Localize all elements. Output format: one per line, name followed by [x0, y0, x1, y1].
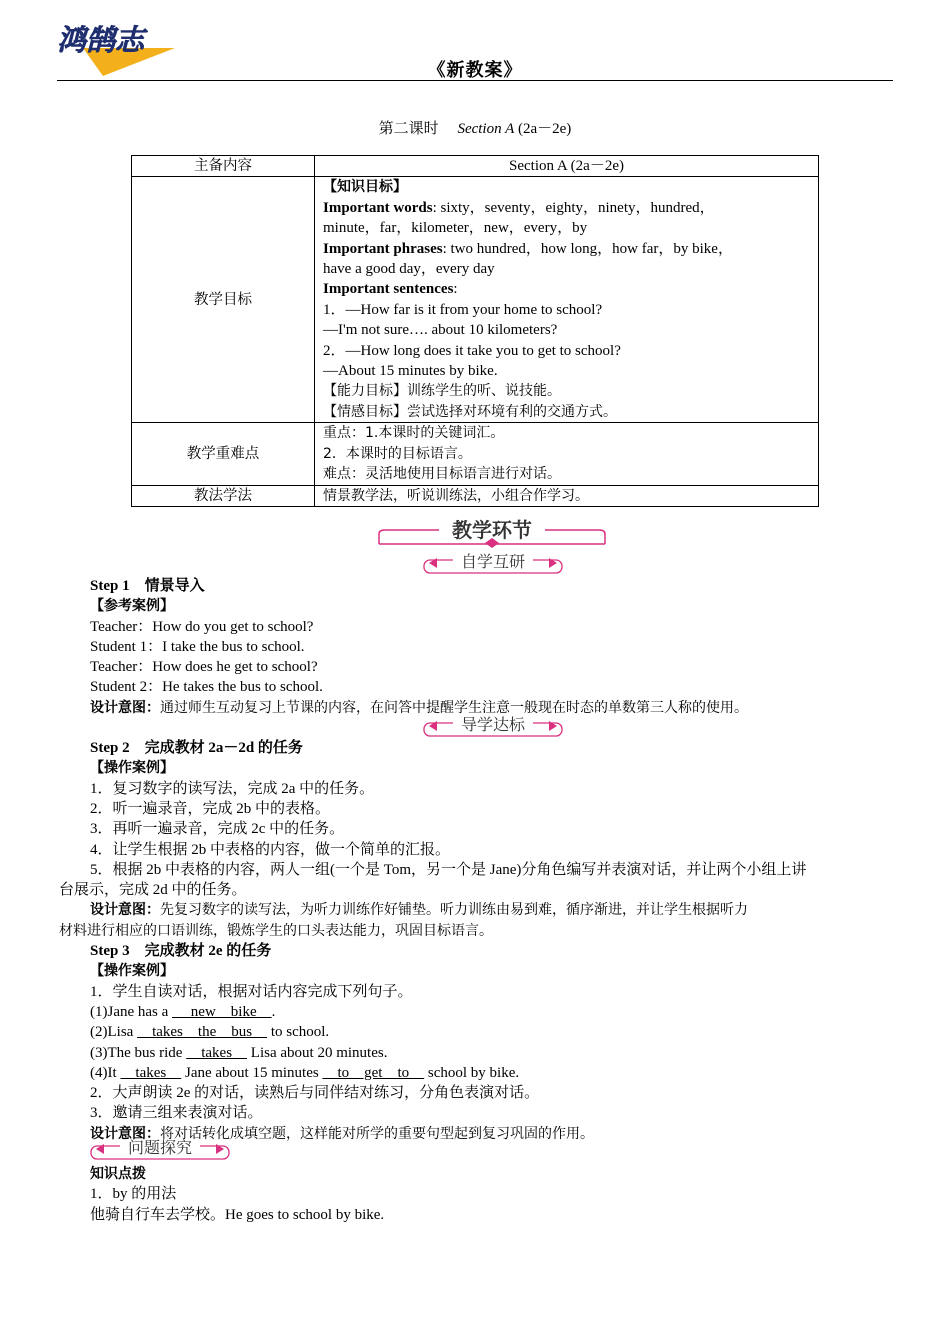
- blank-answer: takes the bus: [137, 1024, 268, 1041]
- table-row: [132, 423, 819, 485]
- dialogue-line: Student 2：He takes the bus to school.: [90, 679, 323, 696]
- list-item: 1．学生自读对话，根据对话内容完成下列句子。: [90, 983, 413, 1000]
- knowledge-points-title: 知识点拨: [90, 1166, 146, 1183]
- dialogue-line: Teacher：How do you get to school?: [90, 618, 314, 635]
- list-item: 1．复习数字的读写法，完成 2a 中的任务。: [90, 780, 375, 797]
- step2-case-label: 【操作案例】: [90, 760, 174, 777]
- logo-text: 鸿鹄志: [57, 23, 145, 57]
- list-item: 4．让学生根据 2b 中表格的内容，做一个简单的汇报。: [90, 841, 451, 858]
- fill-blank-item: (3)The bus ride takes Lisa about 20 minutes.: [90, 1044, 388, 1061]
- step1-intent: 设计意图：通过师生互动复习上节课的内容，在问答中提醒学生注意一般现在时态的单数第三人称的使用。: [90, 699, 748, 716]
- document-title: 《新教案》: [427, 60, 523, 80]
- dialogue-line: Teacher：How does he get to school?: [90, 659, 318, 676]
- list-item-continued: 台展示，完成 2d 中的任务。: [59, 882, 247, 899]
- row-label-method: 教法学法: [132, 485, 315, 506]
- blank-answer: takes: [120, 1064, 182, 1081]
- svg-text:自学互研: 自学互研: [460, 552, 526, 571]
- list-item: 2．听一遍录音，完成 2b 中的表格。: [90, 800, 331, 817]
- blank-answer: takes: [186, 1044, 248, 1061]
- fill-blank-item: (1)Jane has a new bike .: [90, 1003, 276, 1020]
- banner-teaching-steps: [377, 514, 607, 550]
- step1-case-label: 【参考案例】: [90, 598, 174, 615]
- table-row: [132, 156, 819, 177]
- banner-self-study: [423, 549, 563, 575]
- row-value-goals: 【知识目标】 Important words: sixty，seventy，eighty，ninety，hundred， minute，far，kilometer，new，every，by Important phrases: two hundred，how long，how far，by bike， have a good day，every day Important sentences: 1．—How far is it from your home to school? —I'm not sure…. about 10 kilometers? 2．—How long does it take you to get to school? —About 15 minutes by bike. 【能力目标】训练学生的听、说技能。 【情感目标】尝试选择对环境有利的交通方式。: [315, 177, 819, 423]
- step2-intent: 设计意图：先复习数字的读写法，为听力训练作好铺垫。听力训练由易到难，循序渐进，并让学生根据听力: [90, 902, 748, 919]
- row-label-goals: 教学目标: [132, 177, 315, 423]
- svg-text:导学达标: 导学达标: [460, 715, 526, 734]
- svg-text:问题探究: 问题探究: [127, 1138, 193, 1157]
- step3-intent: 设计意图：将对话转化成填空题，这样能对所学的重要句型起到复习巩固的作用。: [90, 1125, 594, 1142]
- lesson-body: [59, 576, 895, 1225]
- list-item: 3．再听一遍录音，完成 2c 中的任务。: [90, 821, 345, 838]
- lesson-title: 第二课时 Section A (2a－2e): [378, 121, 572, 137]
- row-value-method: 情景教学法，听说训练法，小组合作学习。: [315, 485, 819, 506]
- header-divider: [57, 80, 893, 81]
- step3-title: Step 3 完成教材 2e 的任务: [90, 943, 272, 960]
- knowledge-point-example: 他骑自行车去学校。He goes to school by bike.: [90, 1206, 385, 1223]
- step2-intent-continued: 材料进行相应的口语训练，锻炼学生的口头表达能力，巩固目标语言。: [59, 922, 493, 939]
- row-value-key-points: 重点：1.本课时的关键词汇。 2．本课时的目标语言。 难点：灵活地使用目标语言进行对话。: [315, 423, 819, 485]
- knowledge-point: 1．by 的用法: [90, 1186, 177, 1203]
- row-value-content: Section A (2a－2e): [315, 156, 819, 177]
- step3-case-label: 【操作案例】: [90, 963, 174, 980]
- list-item: 2．大声朗读 2e 的对话，读熟后与同伴结对练习，分角色表演对话。: [90, 1085, 540, 1102]
- blank-answer: new bike: [172, 1003, 272, 1020]
- blank-answer: to get to: [322, 1064, 425, 1081]
- svg-text:教学环节: 教学环节: [452, 518, 532, 542]
- step2-title: Step 2 完成教材 2a－2d 的任务: [90, 740, 303, 757]
- row-label-content: 主备内容: [132, 156, 315, 177]
- fill-blank-item: (2)Lisa takes the bus to school.: [90, 1024, 330, 1041]
- list-item: 3．邀请三组来表演对话。: [90, 1105, 263, 1122]
- dialogue-line: Student 1：I take the bus to school.: [90, 638, 305, 655]
- fill-blank-item: (4)It takes Jane about 15 minutes to get to school by bike.: [90, 1064, 520, 1081]
- lesson-plan-table: [131, 155, 819, 507]
- table-row: [132, 177, 819, 423]
- step1-title: Step 1 情景导入: [90, 578, 205, 594]
- row-label-key-points: 教学重难点: [132, 423, 315, 485]
- table-row: [132, 485, 819, 506]
- list-item: 5．根据 2b 中表格的内容，两人一组(一个是 Tom，另一个是 Jane)分角色编写并表演对话，并让两个小组上讲: [90, 861, 807, 878]
